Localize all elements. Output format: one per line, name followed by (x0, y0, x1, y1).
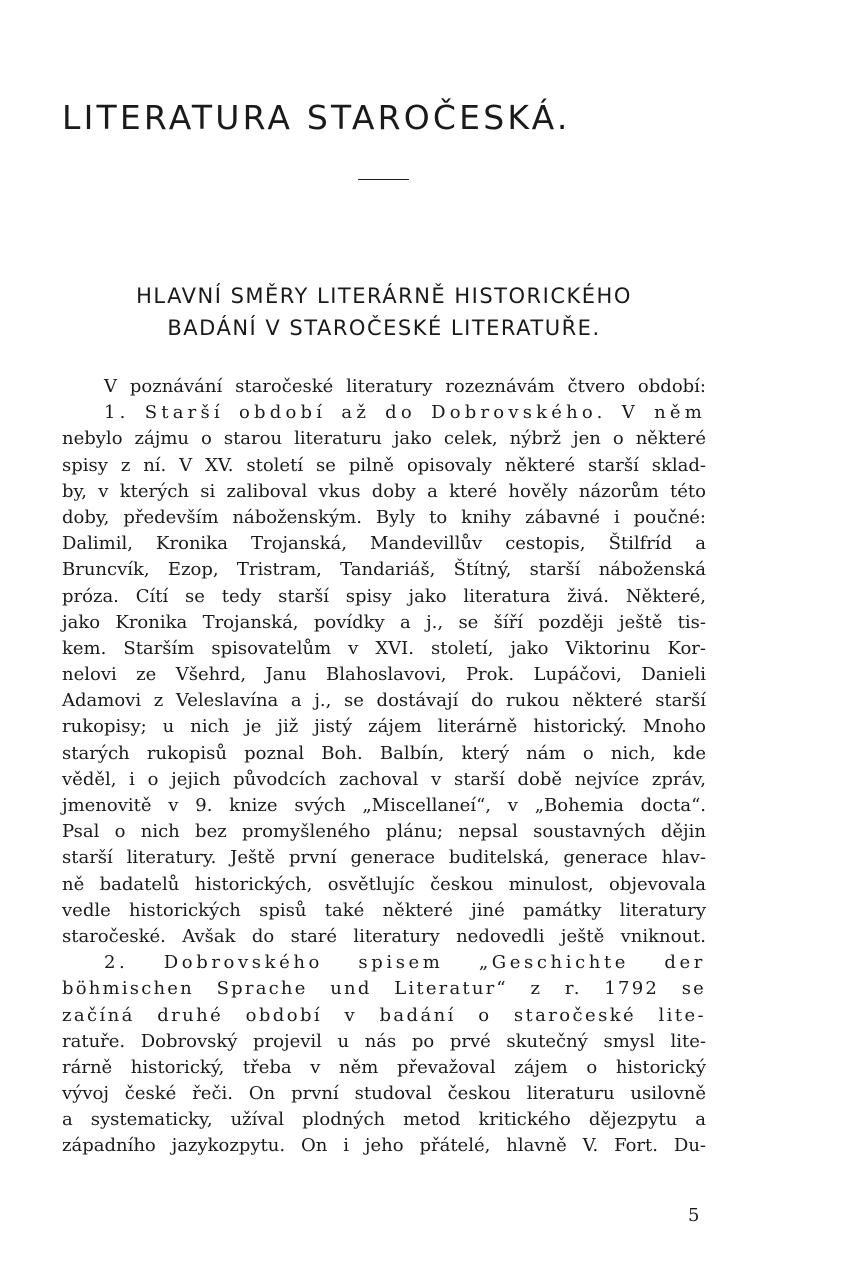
body-line: vedle historických spisů také některé jiné památky literatury (62, 899, 706, 921)
body-line: staročeské. Avšak do staré literatury nedovedli ještě vniknout. (62, 925, 706, 947)
body-line: rárně historický, třeba v něm převažoval zájem o historický (62, 1056, 706, 1078)
body-line: by, v kterých si zaliboval vkus doby a které hověly názorům této (62, 480, 706, 502)
body-line: nebylo zájmu o starou literaturu jako celek, nýbrž jen o některé (62, 428, 706, 450)
body-line: starých rukopisů poznal Boh. Balbín, který nám o nich, kde (62, 742, 706, 764)
body-line: západního jazykozpytu. On i jeho přátelé, hlavně V. Fort. Du- (62, 1135, 706, 1157)
body-line: rukopisy; u nich je již jistý zájem literárně historický. Mnoho (62, 716, 706, 738)
body-line: próza. Cítí se tedy starší spisy jako literatura živá. Některé, (62, 585, 706, 607)
body-line: ně badatelů historických, osvětlujíc českou minulost, objevovala (62, 873, 706, 895)
body-line: věděl, i o jejich původcích zachoval v starší době nejvíce zpráv, (62, 768, 706, 790)
body-line: 2. Dobrovského spisem „Geschichte der (104, 952, 706, 974)
title-divider (358, 179, 409, 180)
body-line: jmenovitě v 9. knize svých „Miscellaneí“, v „Bohemia docta“. (62, 795, 706, 816)
body-line: ratuře. Dobrovský projevil u nás po prvé skutečný smysl lite- (62, 1030, 706, 1052)
body-line: a systematicky, užíval plodných metod kritického dějezpytu a (62, 1109, 706, 1131)
body-line: Adamovi z Veleslavína a j., se dostávají do rukou některé starší (62, 690, 706, 712)
section-heading-line-2: BADÁNÍ V STAROČESKÉ LITERATUŘE. (167, 316, 601, 340)
body-line: 1. Starší období až do Dobrovského. V něm (104, 402, 706, 424)
body-line: doby, především náboženským. Byly to knihy zábavné i poučné: (62, 506, 706, 528)
body-line: V poznávání staročeské literatury rozeznávám čtvero období: (104, 376, 706, 397)
body-line: nelovi ze Všehrd, Janu Blahoslavovi, Prok. Lupáčovi, Danieli (62, 664, 706, 686)
body-line: vývoj české řeči. On první studoval českou literaturu usilovně (62, 1083, 706, 1105)
body-line: Psal o nich bez promyšleného plánu; nepsal soustavných dějin (62, 821, 706, 843)
page-number: 5 (688, 1205, 700, 1226)
body-line: začíná druhé období v badání o staročeské lite- (62, 1004, 706, 1026)
body-line: Dalimil, Kronika Trojanská, Mandevillův cestopis, Štilfríd a (62, 533, 706, 555)
body-line: starší literatury. Ještě první generace buditelská, generace hlav- (62, 847, 706, 869)
body-line: Bruncvík, Ezop, Tristram, Tandariáš, Štítný, starší náboženská (62, 559, 706, 581)
body-line: jako Kronika Trojanská, povídky a j., se šíří později ještě tis- (62, 611, 706, 633)
body-line: spisy z ní. V XV. století se pilně opisovaly některé starší sklad- (62, 454, 706, 476)
section-heading (0, 280, 768, 344)
body-line: kem. Starším spisovatelům v XVI. století, jako Viktorinu Kor- (62, 637, 706, 659)
section-heading-line-1: HLAVNÍ SMĚRY LITERÁRNĚ HISTORICKÉHO (136, 284, 632, 308)
body-text (62, 374, 706, 1160)
chapter-title: LITERATURA STAROČESKÁ. (62, 98, 571, 137)
body-line: böhmischen Sprache und Literatur“ z r. 1792 se (62, 978, 706, 1000)
